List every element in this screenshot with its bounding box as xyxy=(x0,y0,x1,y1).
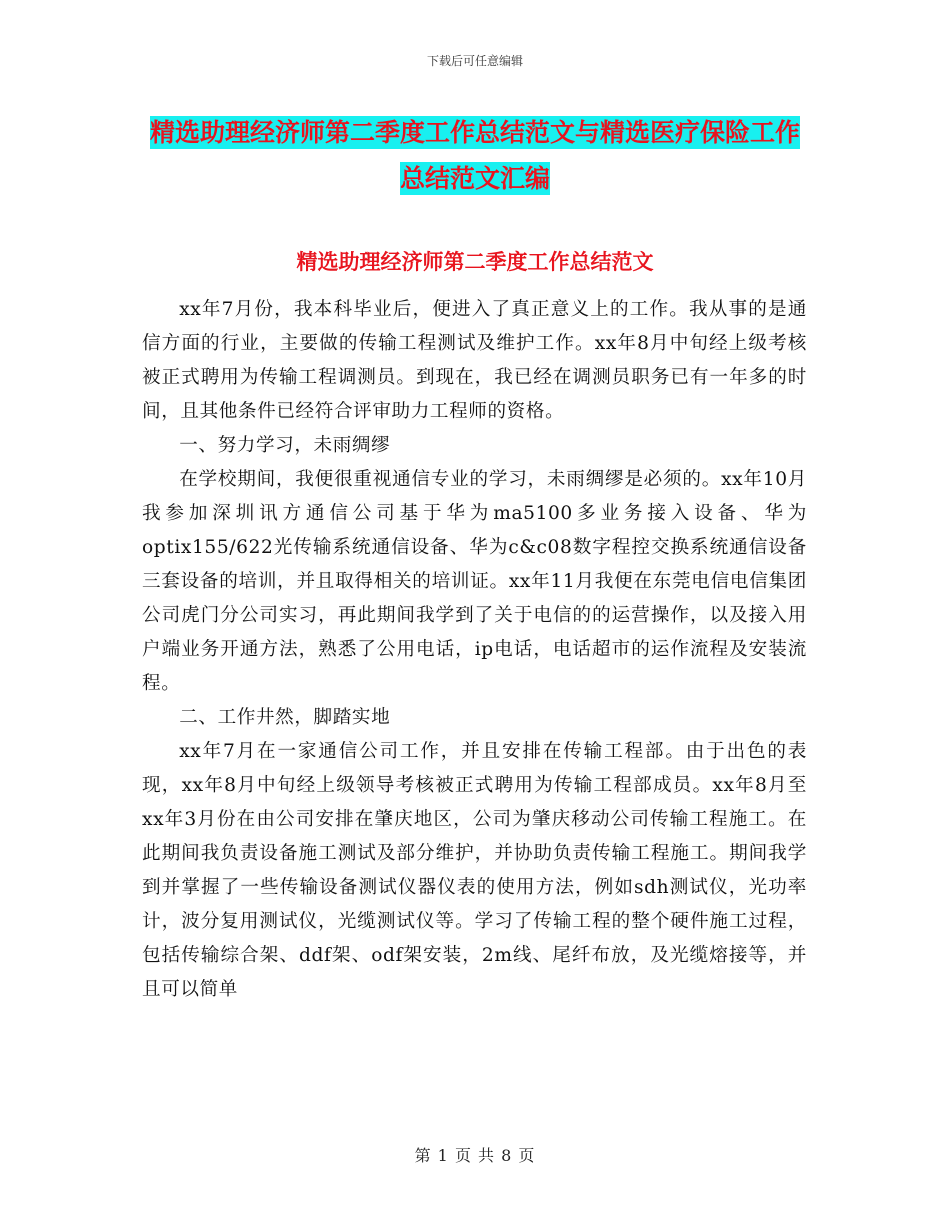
page-header-note: 下载后可任意编辑 xyxy=(426,54,523,68)
document-title-text: 精选助理经济师第二季度工作总结范文与精选医疗保险工作总结范文汇编 xyxy=(149,118,800,193)
page-number: 第 1 页 共 8 页 xyxy=(414,1146,536,1165)
document-title xyxy=(140,110,810,202)
paragraph-intro: xx年7月份，我本科毕业后，便进入了真正意义上的工作。我从事的是通信方面的行业，主要做的传输工程测试及维护工作。xx年8月中旬经上级考核被正式聘用为传输工程调测员。到现在，我已经在调测员职务已有一年多的时间，且其他条件已经符合评审助力工程师的资格。 xyxy=(142,299,807,422)
paragraph-work: xx年7月在一家通信公司工作，并且安排在传输工程部。由于出色的表现，xx年8月中旬经上级领导考核被正式聘用为传输工程部成员。xx年8月至xx年3月份在由公司安排在肇庆地区，公司为肇庆移动公司传输工程施工。在此期间我负责设备施工测试及部分维护，并协助负责传输工程施工。期间我学到并掌握了一些传输设备测试仪器仪表的使用方法，例如sdh测试仪，光功率计，波分复用测试仪，光缆测试仪等。学习了传输工程的整个硬件施工过程，包括传输综合架、ddf架、odf架安装，2m线、尾纤布放，及光缆熔接等，并且可以简单 xyxy=(142,741,807,1000)
document-body xyxy=(142,293,807,1007)
section-title: 精选助理经济师第二季度工作总结范文 xyxy=(296,249,654,274)
heading-work: 二、工作井然，脚踏实地 xyxy=(179,707,391,728)
paragraph-study: 在学校期间，我便很重视通信专业的学习，未雨绸缪是必须的。xx年10月我参加深圳讯方通信公司基于华为ma5100多业务接入设备、华为optix155/622光传输系统通信设备、华为c&c08数字程控交换系统通信设备三套设备的培训，并且取得相关的培训证。xx年11月我便在东莞电信电信集团公司虎门分公司实习，再此期间我学到了关于电信的的运营操作，以及接入用户端业务开通方法，熟悉了公用电话，ip电话，电话超市的运作流程及安装流程。 xyxy=(142,469,807,694)
heading-study: 一、努力学习，未雨绸缪 xyxy=(179,435,391,456)
